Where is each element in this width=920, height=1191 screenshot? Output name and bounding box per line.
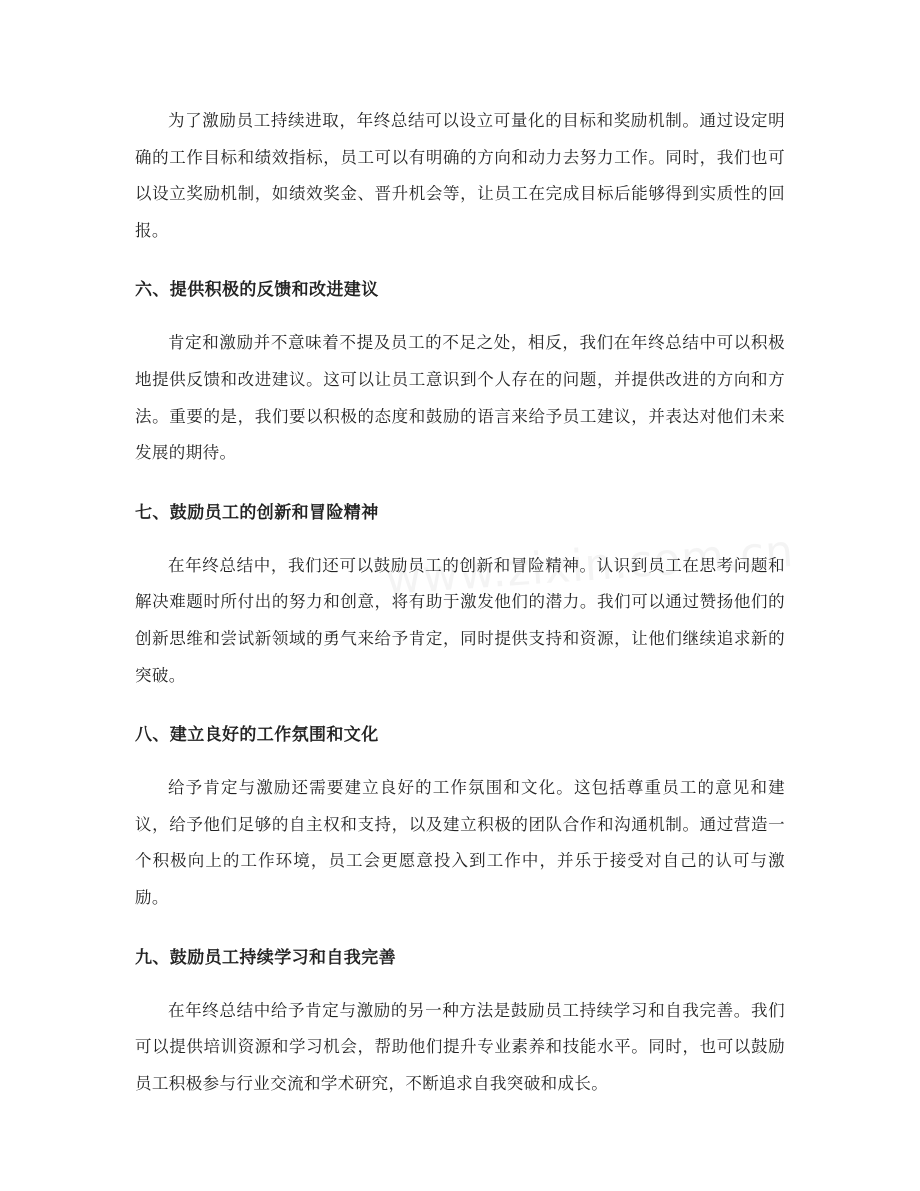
section-paragraph-8: 给予肯定与激励还需要建立良好的工作氛围和文化。这包括尊重员工的意见和建议，给予他们足够的自主权和支持，以及建立积极的团队合作和沟通机制。通过营造一个积极向上的工作环境，员工会更愿意投入到工作中，并乐于接受对自己的认可与激励。 [135,778,785,907]
section-heading-7: 七、鼓励员工的创新和冒险精神 [135,502,379,523]
section-heading-6: 六、提供积极的反馈和改进建议 [135,280,379,301]
document-body [135,103,785,1131]
section-paragraph-7: 在年终总结中，我们还可以鼓励员工的创新和冒险精神。认识到员工在思考问题和解决难题时所付出的努力和创意，将有助于激发他们的潜力。我们可以通过赞扬他们的创新思维和尝试新领域的勇气来给予肯定，同时提供支持和资源，让他们继续追求新的突破。 [135,555,785,685]
section-paragraph-6: 肯定和激励并不意味着不提及员工的不足之处，相反，我们在年终总结中可以积极地提供反馈和改进建议。这可以让员工意识到个人存在的问题，并提供改进的方向和方法。重要的是，我们要以积极的态度和鼓励的语言来给予员工建议，并表达对他们未来发展的期待。 [135,333,785,463]
section-paragraph-9: 在年终总结中给予肯定与激励的另一种方法是鼓励员工持续学习和自我完善。我们可以提供培训资源和学习机会，帮助他们提升专业素养和技能水平。同时，也可以鼓励员工积极参与行业交流和学术研究，不断追求自我突破和成长。 [135,1000,785,1093]
intro-paragraph: 为了激励员工持续进取，年终总结可以设立可量化的目标和奖励机制。通过设定明确的工作目标和绩效指标，员工可以有明确的方向和动力去努力工作。同时，我们也可以设立奖励机制，如绩效奖金、晋升机会等，让员工在完成目标后能够得到实质性的回报。 [135,111,785,240]
section-heading-9: 九、鼓励员工持续学习和自我完善 [135,947,396,968]
section-heading-8: 八、建立良好的工作氛围和文化 [135,725,379,746]
